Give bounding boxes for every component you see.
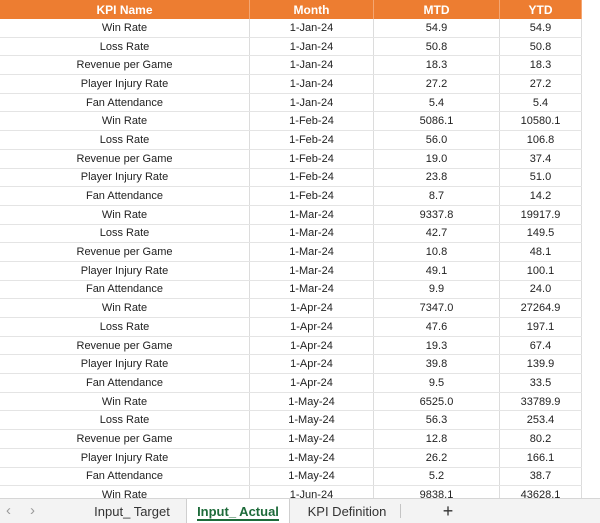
cell-month[interactable]: 1-Jan-24 bbox=[250, 75, 374, 93]
cell-kpi-name[interactable]: Player Injury Rate bbox=[0, 75, 250, 93]
cell-month[interactable]: 1-Feb-24 bbox=[250, 131, 374, 149]
cell-ytd[interactable]: 18.3 bbox=[500, 56, 582, 74]
cell-month[interactable]: 1-May-24 bbox=[250, 411, 374, 429]
cell-ytd[interactable]: 43628.1 bbox=[500, 486, 582, 498]
cell-ytd[interactable]: 38.7 bbox=[500, 468, 582, 486]
cell-ytd[interactable]: 149.5 bbox=[500, 225, 582, 243]
cell-mtd[interactable]: 9.5 bbox=[374, 374, 500, 392]
cell-ytd[interactable]: 5.4 bbox=[500, 94, 582, 112]
table-row bbox=[0, 262, 582, 281]
cell-mtd[interactable]: 54.9 bbox=[374, 19, 500, 37]
cell-ytd[interactable]: 166.1 bbox=[500, 449, 582, 467]
cell-mtd[interactable]: 19.0 bbox=[374, 150, 500, 168]
cell-ytd[interactable]: 33789.9 bbox=[500, 393, 582, 411]
table-row bbox=[0, 374, 582, 393]
cell-mtd[interactable]: 50.8 bbox=[374, 38, 500, 56]
cell-kpi-name[interactable]: Loss Rate bbox=[0, 131, 250, 149]
cell-ytd[interactable]: 197.1 bbox=[500, 318, 582, 336]
cell-mtd[interactable]: 12.8 bbox=[374, 430, 500, 448]
active-tab-indicator bbox=[197, 519, 279, 521]
cell-mtd[interactable]: 56.3 bbox=[374, 411, 500, 429]
tab-input-target[interactable] bbox=[80, 499, 184, 523]
table-row bbox=[0, 355, 582, 374]
cell-month[interactable]: 1-May-24 bbox=[250, 393, 374, 411]
cell-kpi-name[interactable]: Revenue per Game bbox=[0, 56, 250, 74]
cell-ytd[interactable]: 37.4 bbox=[500, 150, 582, 168]
cell-ytd[interactable]: 54.9 bbox=[500, 19, 582, 37]
table-row bbox=[0, 94, 582, 113]
tab-input-actual[interactable] bbox=[186, 499, 290, 523]
cell-mtd[interactable]: 27.2 bbox=[374, 75, 500, 93]
cell-kpi-name[interactable]: Revenue per Game bbox=[0, 430, 250, 448]
table-row bbox=[0, 187, 582, 206]
cell-mtd[interactable]: 7347.0 bbox=[374, 299, 500, 317]
cell-ytd[interactable]: 10580.1 bbox=[500, 112, 582, 130]
cell-kpi-name[interactable]: Win Rate bbox=[0, 112, 250, 130]
cell-mtd[interactable]: 42.7 bbox=[374, 225, 500, 243]
table-row bbox=[0, 299, 582, 318]
cell-kpi-name[interactable]: Revenue per Game bbox=[0, 243, 250, 261]
cell-mtd[interactable]: 56.0 bbox=[374, 131, 500, 149]
header-month[interactable]: Month bbox=[250, 0, 374, 19]
table-row bbox=[0, 112, 582, 131]
cell-month[interactable]: 1-Jan-24 bbox=[250, 19, 374, 37]
cell-kpi-name[interactable]: Player Injury Rate bbox=[0, 262, 250, 280]
cell-mtd[interactable]: 18.3 bbox=[374, 56, 500, 74]
table-row bbox=[0, 468, 582, 487]
cell-ytd[interactable]: 48.1 bbox=[500, 243, 582, 261]
cell-ytd[interactable]: 14.2 bbox=[500, 187, 582, 205]
cell-mtd[interactable]: 26.2 bbox=[374, 449, 500, 467]
cell-mtd[interactable]: 9838.1 bbox=[374, 486, 500, 498]
cell-kpi-name[interactable]: Fan Attendance bbox=[0, 94, 250, 112]
cell-mtd[interactable]: 47.6 bbox=[374, 318, 500, 336]
cell-mtd[interactable]: 49.1 bbox=[374, 262, 500, 280]
table-row bbox=[0, 337, 582, 356]
table-row bbox=[0, 206, 582, 225]
cell-month[interactable]: 1-Mar-24 bbox=[250, 225, 374, 243]
tab-divider bbox=[400, 504, 401, 518]
cell-month[interactable]: 1-Mar-24 bbox=[250, 243, 374, 261]
cell-kpi-name[interactable]: Loss Rate bbox=[0, 225, 250, 243]
table-row bbox=[0, 393, 582, 412]
cell-ytd[interactable]: 27.2 bbox=[500, 75, 582, 93]
header-mtd[interactable]: MTD bbox=[374, 0, 500, 19]
table-row bbox=[0, 486, 582, 498]
cell-month[interactable]: 1-Mar-24 bbox=[250, 281, 374, 299]
cell-ytd[interactable]: 100.1 bbox=[500, 262, 582, 280]
cell-kpi-name[interactable]: Revenue per Game bbox=[0, 150, 250, 168]
table-row bbox=[0, 243, 582, 262]
cell-ytd[interactable]: 24.0 bbox=[500, 281, 582, 299]
table-row bbox=[0, 75, 582, 94]
empty-column-area[interactable] bbox=[582, 0, 600, 498]
chevron-left-icon[interactable]: ‹ bbox=[6, 502, 11, 519]
cell-mtd[interactable]: 9337.8 bbox=[374, 206, 500, 224]
cell-month[interactable]: 1-Feb-24 bbox=[250, 112, 374, 130]
cell-month[interactable]: 1-Apr-24 bbox=[250, 337, 374, 355]
cell-kpi-name[interactable]: Player Injury Rate bbox=[0, 449, 250, 467]
cell-kpi-name[interactable]: Revenue per Game bbox=[0, 337, 250, 355]
plus-icon: + bbox=[442, 500, 454, 521]
cell-month[interactable]: 1-Jan-24 bbox=[250, 56, 374, 74]
cell-month[interactable]: 1-Apr-24 bbox=[250, 355, 374, 373]
cell-ytd[interactable]: 50.8 bbox=[500, 38, 582, 56]
cell-month[interactable]: 1-Feb-24 bbox=[250, 187, 374, 205]
cell-month[interactable]: 1-Apr-24 bbox=[250, 299, 374, 317]
cell-mtd[interactable]: 5086.1 bbox=[374, 112, 500, 130]
chevron-right-icon[interactable]: › bbox=[30, 502, 35, 519]
table-row bbox=[0, 281, 582, 300]
cell-ytd[interactable]: 27264.9 bbox=[500, 299, 582, 317]
table-header bbox=[0, 0, 582, 19]
cell-month[interactable]: 1-May-24 bbox=[250, 449, 374, 467]
cell-month[interactable]: 1-Feb-24 bbox=[250, 169, 374, 187]
tab-label: KPI Definition bbox=[307, 503, 387, 519]
cell-mtd[interactable]: 8.7 bbox=[374, 187, 500, 205]
table-row bbox=[0, 411, 582, 430]
cell-mtd[interactable]: 10.8 bbox=[374, 243, 500, 261]
tab-label: Input_ Actual bbox=[197, 503, 279, 519]
table-row bbox=[0, 169, 582, 188]
cell-kpi-name[interactable]: Fan Attendance bbox=[0, 281, 250, 299]
cell-kpi-name[interactable]: Loss Rate bbox=[0, 318, 250, 336]
cell-mtd[interactable]: 39.8 bbox=[374, 355, 500, 373]
cell-ytd[interactable]: 51.0 bbox=[500, 169, 582, 187]
cell-kpi-name[interactable]: Fan Attendance bbox=[0, 468, 250, 486]
cell-mtd[interactable]: 5.4 bbox=[374, 94, 500, 112]
cell-kpi-name[interactable]: Fan Attendance bbox=[0, 374, 250, 392]
cell-kpi-name[interactable]: Win Rate bbox=[0, 19, 250, 37]
table-row bbox=[0, 131, 582, 150]
add-sheet-button[interactable] bbox=[438, 499, 458, 523]
cell-kpi-name[interactable]: Player Injury Rate bbox=[0, 355, 250, 373]
table-row bbox=[0, 225, 582, 244]
cell-kpi-name[interactable]: Loss Rate bbox=[0, 38, 250, 56]
table-row bbox=[0, 318, 582, 337]
cell-mtd[interactable]: 19.3 bbox=[374, 337, 500, 355]
table-row bbox=[0, 150, 582, 169]
cell-month[interactable]: 1-Apr-24 bbox=[250, 318, 374, 336]
cell-ytd[interactable]: 106.8 bbox=[500, 131, 582, 149]
cell-mtd[interactable]: 5.2 bbox=[374, 468, 500, 486]
cell-kpi-name[interactable]: Loss Rate bbox=[0, 411, 250, 429]
cell-month[interactable]: 1-Mar-24 bbox=[250, 262, 374, 280]
cell-ytd[interactable]: 33.5 bbox=[500, 374, 582, 392]
cell-kpi-name[interactable]: Win Rate bbox=[0, 206, 250, 224]
cell-month[interactable]: 1-Jan-24 bbox=[250, 94, 374, 112]
cell-month[interactable]: 1-Jan-24 bbox=[250, 38, 374, 56]
cell-month[interactable]: 1-Feb-24 bbox=[250, 150, 374, 168]
cell-kpi-name[interactable]: Win Rate bbox=[0, 299, 250, 317]
cell-month[interactable]: 1-Jun-24 bbox=[250, 486, 374, 498]
table-row bbox=[0, 56, 582, 75]
table-row bbox=[0, 430, 582, 449]
cell-kpi-name[interactable]: Fan Attendance bbox=[0, 187, 250, 205]
tab-label: Input_ Target bbox=[94, 503, 170, 519]
table-row bbox=[0, 38, 582, 57]
cell-ytd[interactable]: 80.2 bbox=[500, 430, 582, 448]
cell-mtd[interactable]: 23.8 bbox=[374, 169, 500, 187]
cell-ytd[interactable]: 19917.9 bbox=[500, 206, 582, 224]
cell-ytd[interactable]: 67.4 bbox=[500, 337, 582, 355]
cell-ytd[interactable]: 253.4 bbox=[500, 411, 582, 429]
cell-month[interactable]: 1-May-24 bbox=[250, 468, 374, 486]
header-ytd[interactable]: YTD bbox=[500, 0, 582, 19]
table-row bbox=[0, 19, 582, 38]
table-body bbox=[0, 19, 582, 498]
sheet-tab-bar bbox=[0, 498, 600, 523]
cell-mtd[interactable]: 9.9 bbox=[374, 281, 500, 299]
cell-month[interactable]: 1-Mar-24 bbox=[250, 206, 374, 224]
cell-ytd[interactable]: 139.9 bbox=[500, 355, 582, 373]
header-kpi-name[interactable]: KPI Name bbox=[0, 0, 250, 19]
cell-month[interactable]: 1-May-24 bbox=[250, 430, 374, 448]
table-row bbox=[0, 449, 582, 468]
cell-kpi-name[interactable]: Win Rate bbox=[0, 486, 250, 498]
cell-kpi-name[interactable]: Player Injury Rate bbox=[0, 169, 250, 187]
cell-kpi-name[interactable]: Win Rate bbox=[0, 393, 250, 411]
cell-month[interactable]: 1-Apr-24 bbox=[250, 374, 374, 392]
tab-kpi-definition[interactable] bbox=[296, 499, 398, 523]
cell-mtd[interactable]: 6525.0 bbox=[374, 393, 500, 411]
